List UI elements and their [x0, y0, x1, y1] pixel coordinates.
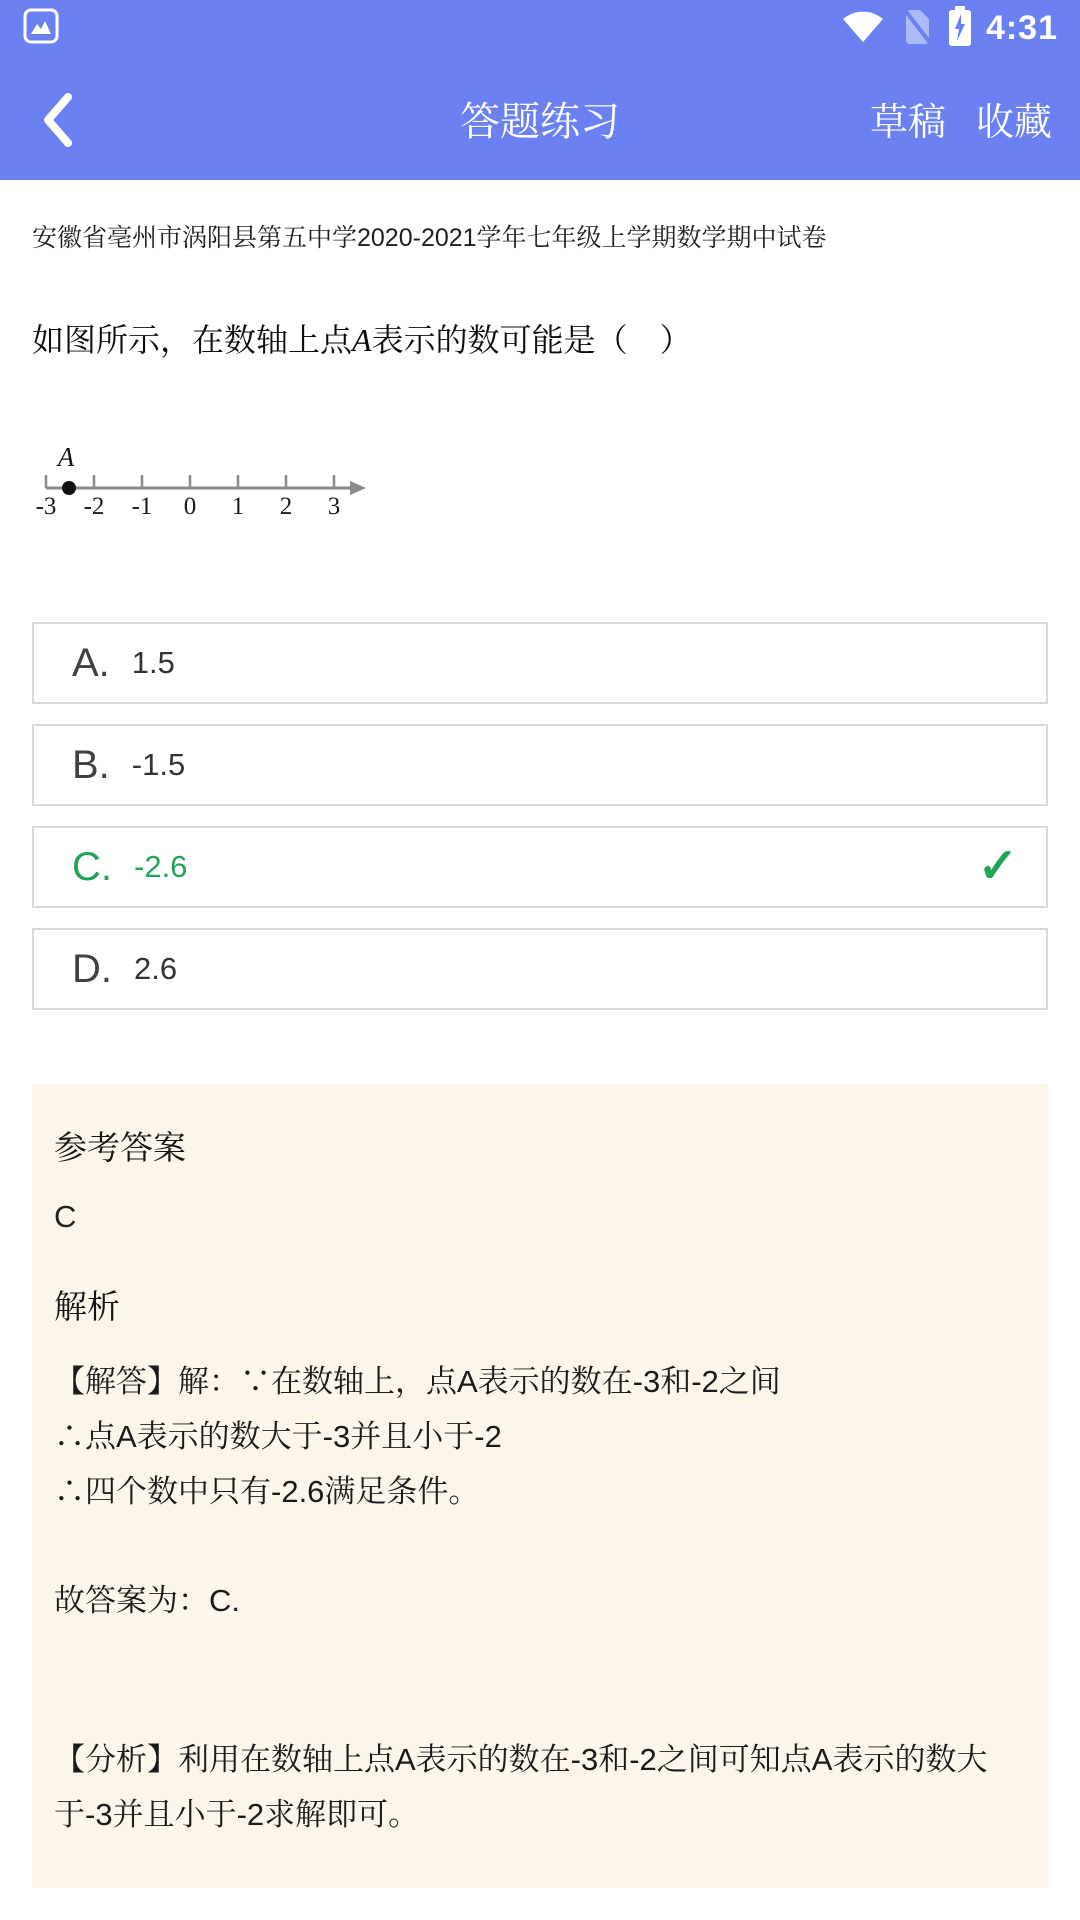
point-a-dot	[62, 481, 76, 495]
option-c[interactable]	[32, 826, 1048, 908]
tick-label: 3	[327, 493, 341, 518]
page-title: 答题练习	[460, 99, 620, 144]
clock-time: 4:31	[985, 8, 1058, 47]
option-b[interactable]	[32, 724, 1048, 806]
solution-line: ∴点A表示的数大于-3并且小于-2	[54, 1419, 502, 1454]
question-point-name: A	[352, 322, 372, 358]
battery-charging-icon	[948, 5, 972, 52]
axis-arrow	[350, 481, 366, 495]
draft-button[interactable]: 草稿	[869, 101, 946, 144]
nav-bar	[0, 56, 1080, 180]
tick-label: -2	[83, 493, 105, 518]
reference-answer-heading: 参考答案	[54, 1129, 186, 1166]
question-text-before: 如图所示，在数轴上点	[32, 322, 353, 358]
solution-line: 【解答】解：∵在数轴上，点A表示的数在-3和-2之间	[54, 1364, 781, 1399]
conclusion-line: 故答案为：C.	[54, 1583, 240, 1618]
photo-icon	[22, 7, 60, 50]
tick-label: 2	[279, 493, 293, 518]
favorite-button[interactable]: 收藏	[975, 101, 1052, 144]
status-bar	[0, 0, 1080, 56]
option-letter: D.	[72, 946, 112, 991]
solution-body	[54, 1354, 1026, 1519]
reference-answer-value: C	[54, 1199, 77, 1234]
option-value: 2.6	[134, 951, 178, 986]
option-letter: C.	[72, 844, 112, 889]
question-content	[0, 220, 1080, 1888]
option-value: -2.6	[134, 849, 188, 884]
question-text-after: 表示的数可能是（ ）	[371, 322, 692, 358]
solution-line: ∴四个数中只有-2.6满足条件。	[54, 1474, 480, 1509]
option-letter: A.	[72, 640, 110, 685]
option-letter: B.	[72, 742, 110, 787]
checkmark-icon: ✓	[977, 840, 1018, 893]
answer-panel	[32, 1084, 1048, 1888]
no-sim-icon	[900, 6, 934, 51]
option-value: 1.5	[131, 645, 175, 680]
number-line-figure	[32, 442, 1048, 518]
tick-label: 0	[183, 493, 197, 518]
tick-label: -3	[35, 493, 57, 518]
exam-source-title: 安徽省亳州市涡阳县第五中学2020-2021学年七年级上学期数学期中试卷	[32, 224, 827, 252]
option-d[interactable]	[32, 928, 1048, 1010]
analysis-paragraph: 【分析】利用在数轴上点A表示的数在-3和-2之间可知点A表示的数大于-3并且小于-2求解即可。	[54, 1742, 988, 1832]
tick-label: 1	[231, 493, 245, 518]
analysis-heading: 解析	[54, 1288, 120, 1325]
option-value: -1.5	[131, 747, 186, 782]
options-list	[32, 622, 1048, 1010]
point-a-label: A	[57, 442, 75, 472]
wifi-icon	[840, 8, 886, 49]
question-text	[32, 318, 1048, 362]
option-a[interactable]	[32, 622, 1048, 704]
tick-label: -1	[131, 493, 153, 518]
